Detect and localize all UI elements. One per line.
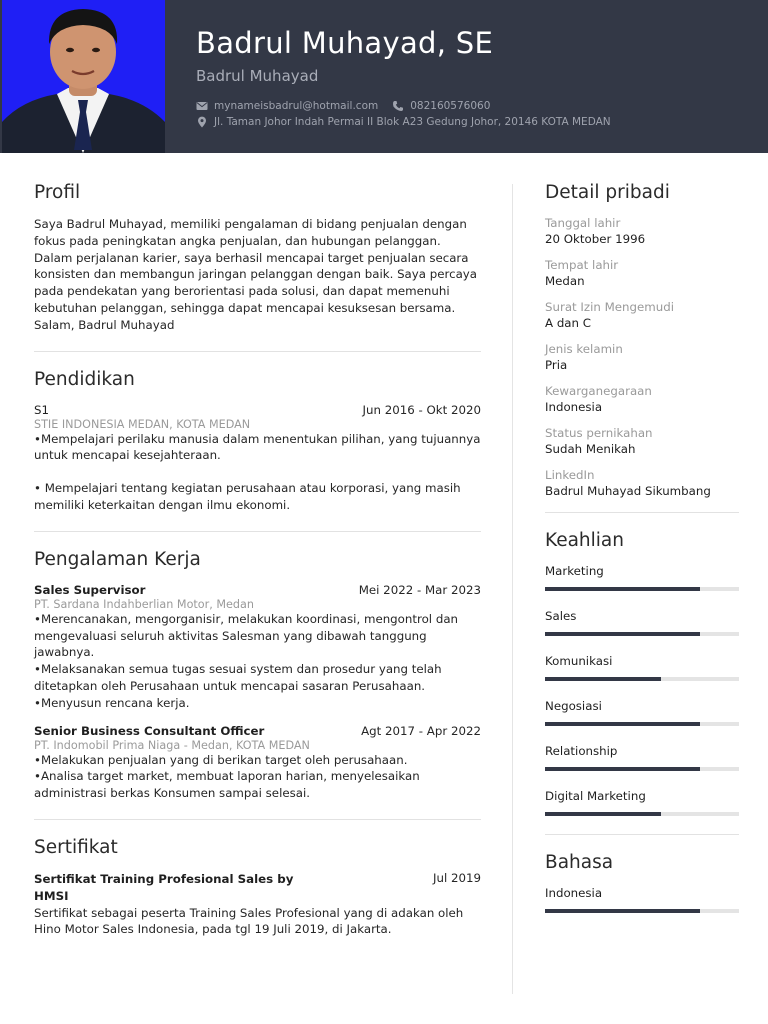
- skill-level-bar: [545, 812, 739, 816]
- address-text: Jl. Taman Johor Indah Permai II Blok A23 Gedung Johor, 20146 KOTA MEDAN: [214, 116, 611, 128]
- job-title: Senior Business Consultant Officer: [34, 723, 265, 738]
- skill-name: Indonesia: [545, 886, 603, 900]
- detail-label: Tanggal lahir: [545, 216, 621, 230]
- degree: S1: [34, 402, 49, 417]
- job-date: Mei 2022 - Mar 2023: [358, 582, 481, 597]
- job-duty: •Merencanakan, mengorganisir, melakukan koordinasi, mengontrol dan mengevaluasi seluruh aktivitas Salesman yang dibawah tanggung jawabnya.: [34, 611, 459, 660]
- profile-photo: [2, 0, 165, 153]
- address-line: [196, 116, 611, 128]
- skill-name: Relationship: [545, 744, 618, 758]
- skill-level-fill: [545, 812, 661, 816]
- skill-level-bar: [545, 587, 739, 591]
- education-point: • Mempelajari tentang kegiatan perusahaan atau korporasi, yang masih memiliki keterkaitan dengan ilmu ekonomi.: [34, 481, 461, 512]
- section-title: Sertifikat: [34, 836, 118, 858]
- phone-icon: [392, 100, 404, 112]
- detail-item: [545, 426, 739, 456]
- education-point: •Mempelajari perilaku manusia dalam menentukan pilihan, yang tujuannya untuk mencapai kesejahteraan.: [34, 431, 481, 463]
- certificate-date: Jul 2019: [432, 870, 481, 885]
- skill-item: [545, 609, 739, 636]
- divider: [34, 351, 481, 352]
- job-duty: •Melaksanakan semua tugas sesuai system dan prosedur yang telah ditetapkan oleh Perusahaan untuk mencapai sasaran Perusahaan.: [34, 662, 442, 693]
- detail-label: Surat Izin Mengemudi: [545, 300, 674, 314]
- profile-summary: Saya Badrul Muhayad, memiliki pengalaman di bidang penjualan dengan fokus pada peningkatan angka penjualan, dan hubungan pelanggan. Dalam perjalanan karier, saya berhasil mencapai target penjualan secara konsisten dan membangun jaringan pelanggan dengan baik. Saya percaya pada pendekatan yang berorientasi pada solusi, dan dapat memenuhi kebutuhan pelanggan, sehingga dapat mencapai kesuksesan bersama. Salam, Badrul Muhayad: [34, 217, 478, 332]
- job-entry: [34, 583, 481, 712]
- job-duty: •Analisa target market, membuat laporan harian, menyelesaikan administrasi berkas Konsumen sampai selesai.: [34, 769, 420, 801]
- detail-value: A dan C: [545, 316, 592, 330]
- skill-item: [545, 789, 739, 816]
- certificate-header: [34, 871, 481, 905]
- detail-value: 20 Oktober 1996: [545, 232, 646, 246]
- education-date: Jun 2016 - Okt 2020: [362, 402, 481, 417]
- job-date: Agt 2017 - Apr 2022: [361, 723, 481, 738]
- section-title: Pengalaman Kerja: [34, 548, 201, 570]
- skill-item: [545, 886, 739, 913]
- skill-item: [545, 744, 739, 771]
- skill-level-fill: [545, 587, 700, 591]
- skill-level-fill: [545, 677, 661, 681]
- section-pendidikan: [34, 369, 481, 514]
- detail-label: Jenis kelamin: [545, 342, 623, 356]
- company-name: PT. Indomobil Prima Niaga - Medan, KOTA MEDAN: [34, 738, 310, 752]
- school-name: STIE INDONESIA MEDAN, KOTA MEDAN: [34, 417, 251, 431]
- skill-level-bar: [545, 632, 739, 636]
- certificate-description: Sertifikat sebagai peserta Training Sales Profesional yang di adakan oleh Hino Motor Sales Indonesia, pada tgl 19 Juli 2019, di Jakarta.: [34, 905, 464, 937]
- detail-item: [545, 384, 739, 414]
- envelope-icon: [196, 100, 208, 112]
- section-pengalaman: [34, 549, 481, 802]
- skill-name: Marketing: [545, 564, 604, 578]
- skill-item: [545, 699, 739, 726]
- detail-value: Sudah Menikah: [545, 442, 636, 456]
- section-detail-pribadi: [545, 182, 739, 498]
- section-bahasa: [545, 852, 739, 913]
- phone-number[interactable]: 082160576060: [410, 100, 491, 112]
- detail-item: [545, 258, 739, 288]
- skill-level-fill: [545, 767, 700, 771]
- detail-item: [545, 300, 739, 330]
- skill-item: [545, 564, 739, 591]
- detail-value: Medan: [545, 274, 585, 288]
- company-name: PT. Sardana Indahberlian Motor, Medan: [34, 597, 254, 611]
- detail-value: Pria: [545, 358, 568, 372]
- job-header: [34, 724, 481, 738]
- column-divider: [512, 184, 513, 994]
- skill-level-bar: [545, 909, 739, 913]
- detail-item: [545, 216, 739, 246]
- section-title: Profil: [34, 182, 81, 203]
- section-title: Pendidikan: [34, 368, 135, 390]
- job-entry: [34, 724, 481, 802]
- email-link[interactable]: mynameisbadrul@hotmail.com: [214, 100, 379, 112]
- skills-list: [545, 564, 739, 816]
- skill-level-fill: [545, 632, 700, 636]
- detail-item: [545, 342, 739, 372]
- header: [0, 0, 768, 153]
- section-sertifikat: [34, 837, 481, 938]
- certificate-name: Sertifikat Training Profesional Sales by HMSI: [34, 871, 294, 903]
- divider: [545, 512, 739, 513]
- section-title: Bahasa: [545, 852, 614, 873]
- personal-details-list: [545, 216, 739, 498]
- full-name: Badrul Muhayad, SE: [196, 26, 494, 60]
- skill-item: [545, 654, 739, 681]
- linkedin-link[interactable]: Badrul Muhayad Sikumbang: [545, 484, 711, 498]
- job-header: [34, 583, 481, 597]
- section-profil: [34, 182, 481, 334]
- skill-name: Sales: [545, 609, 577, 623]
- section-keahlian: [545, 530, 739, 816]
- job-duty: •Melakukan penjualan yang di berikan target oleh perusahaan.: [34, 752, 408, 767]
- job-title: Sales Supervisor: [34, 582, 146, 597]
- divider: [34, 531, 481, 532]
- detail-label: Status pernikahan: [545, 426, 653, 440]
- detail-label: Kewarganegaraan: [545, 384, 652, 398]
- location-pin-icon: [196, 116, 208, 128]
- divider: [34, 819, 481, 820]
- section-title: Keahlian: [545, 530, 624, 551]
- skill-name: Negosiasi: [545, 699, 602, 713]
- main-column: [34, 182, 481, 938]
- skill-level-fill: [545, 909, 700, 913]
- divider: [545, 834, 739, 835]
- skill-level-bar: [545, 677, 739, 681]
- job-duty: •Menyusun rencana kerja.: [34, 695, 190, 710]
- skill-level-bar: [545, 722, 739, 726]
- skill-level-fill: [545, 722, 700, 726]
- detail-label: Tempat lahir: [545, 258, 619, 272]
- sidebar-column: [545, 182, 739, 931]
- detail-value: Indonesia: [545, 400, 603, 414]
- detail-label: LinkedIn: [545, 468, 595, 482]
- education-entry-header: [34, 403, 481, 417]
- detail-item: [545, 468, 739, 498]
- skill-name: Komunikasi: [545, 654, 613, 668]
- section-title: Detail pribadi: [545, 182, 670, 203]
- skill-name: Digital Marketing: [545, 789, 646, 803]
- subtitle-name: Badrul Muhayad: [196, 67, 319, 85]
- skill-level-bar: [545, 767, 739, 771]
- languages-list: [545, 886, 739, 913]
- contact-line: [196, 100, 490, 112]
